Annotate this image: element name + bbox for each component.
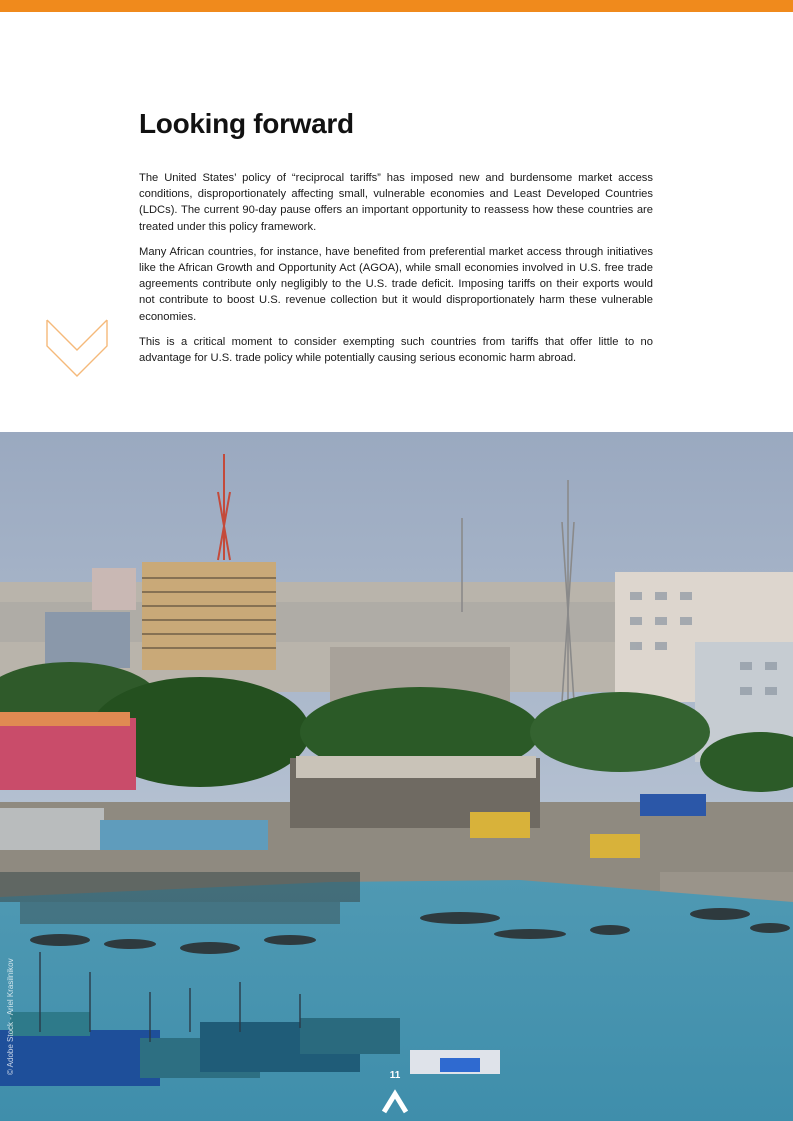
body-text xyxy=(139,170,653,375)
harbor-photo xyxy=(0,432,793,1121)
paragraph-3: This is a critical moment to consider exempting such countries from tariffs that offer little to no advantage for U.S. trade policy while potentially causing serious economic harm abroad. xyxy=(139,335,653,365)
chevron-down-outline-icon xyxy=(44,316,110,380)
paragraph-2: Many African countries, for instance, have benefited from preferential market access through initiatives like the African Growth and Opportunity Act (AGOA), while small economies involved in U.S. free trade agreements contribute only negligibly to the U.S. trade deficit. Imposing tariffs on their exports would not contribute to boost U.S. revenue collection but it would disproportionately harm these vulnerable economies. xyxy=(139,245,653,323)
paragraph-1: The United States’ policy of “reciprocal tariffs” has imposed new and burdensome market access conditions, disproportionately affecting small, vulnerable economies and Least Developed Countries (LDCs). The current 90-day pause offers an important opportunity to reassess how these countries are treated under this policy framework. xyxy=(139,172,653,233)
page-title: Looking forward xyxy=(139,108,354,139)
photo-credit: © Adobe Stock - Ariel Krasilnikov xyxy=(6,958,15,1075)
chevron-up-icon[interactable] xyxy=(382,1088,408,1114)
page-number: 11 xyxy=(389,1070,401,1081)
top-accent-bar xyxy=(0,0,793,12)
